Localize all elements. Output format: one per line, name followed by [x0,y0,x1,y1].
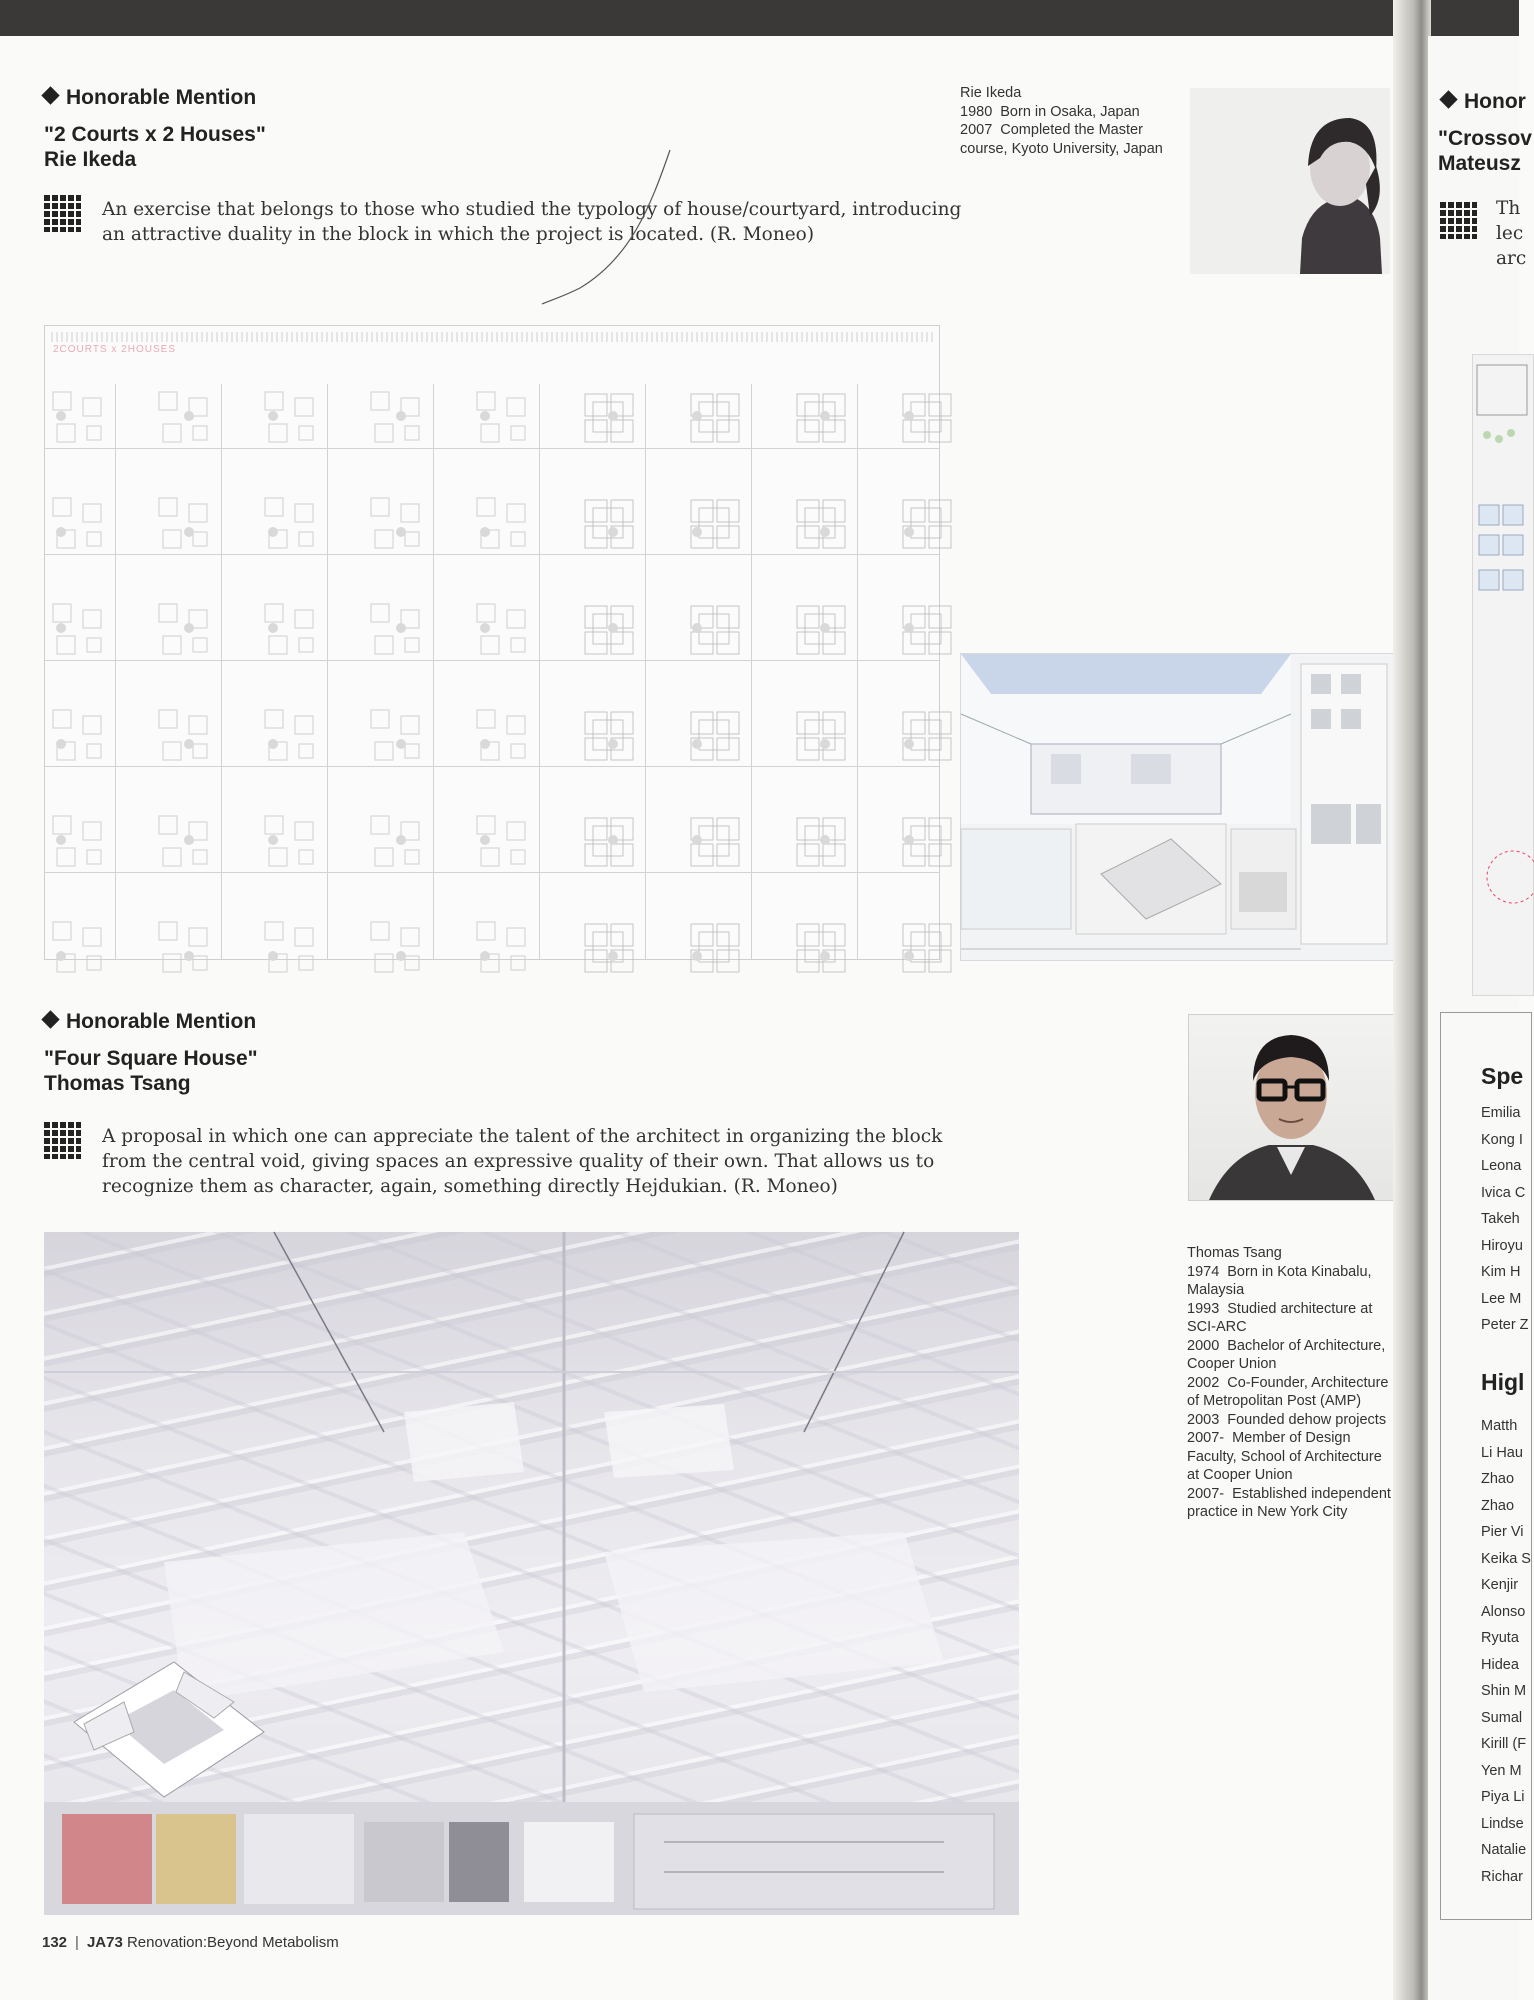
bio-rie-ikeda [960,84,1165,158]
book-gutter [1393,0,1431,2000]
list-item: Takeh [1481,1211,1520,1227]
issue-title: Renovation:Beyond Metabolism [126,1934,339,1951]
model-photo-four-square-house [44,1232,1019,1915]
bio-line: 2003 Founded dehow projects [1187,1411,1387,1428]
list-item: Ryuta [1481,1630,1519,1646]
bio-line: 1980 Born in Osaka, Japan [960,103,1140,120]
award-text: Honor [1464,90,1526,113]
list-item: Lindse [1481,1815,1524,1832]
issue-number: JA73 [86,1934,123,1951]
portrait-photo-thomas-tsang [1188,1014,1394,1201]
title-text: "Crossov [1438,127,1532,150]
list-item: Keika S [1481,1550,1531,1567]
list-item: Zhao [1481,1497,1515,1514]
author-name: Rie Ikeda [44,148,137,171]
jury-grid-icon [44,1122,81,1159]
list-item: Kong I [1481,1131,1523,1148]
bio-line: 1993 Studied architecture at SCI-ARC [1187,1300,1373,1335]
diamond-bullet-icon [41,1010,59,1028]
list-item: Shin M [1481,1683,1527,1699]
board-info-strip [44,1802,1019,1915]
bio-name: Rie Ikeda [960,85,1022,101]
award-text: Honorable Mention [66,86,257,109]
title-text: "2 Courts x 2 Houses" [44,123,266,146]
pen-stroke-mark [540,148,675,306]
award-label-1 [44,86,256,110]
list-item: Lee M [1481,1290,1522,1307]
drawing-sheet-perspective [960,653,1394,961]
list-item: Hidea [1481,1656,1519,1673]
drawing-board-right [1472,354,1534,996]
scan-top-edge [0,0,1519,36]
bio-line: 2007 Completed the Master course, Kyoto University, Japan [960,122,1163,157]
jury-grid-icon [44,195,81,232]
list-item: Richar [1481,1868,1523,1885]
special-heading: Spe [1481,1063,1524,1089]
list-item: Sumal [1481,1709,1523,1726]
list-item: Yen M [1481,1762,1522,1779]
bio-line: 2000 Bachelor of Architecture, Cooper Union [1187,1337,1386,1372]
bio-line: 1974 Born in Kota Kinabalu, Malaysia [1187,1263,1372,1298]
board-title-text: 2COURTS x 2HOUSES [53,344,176,355]
board-text-strip [51,332,933,342]
page-number: 132 [42,1934,68,1951]
list-item: Pier Vi [1481,1524,1524,1540]
list-item: Kim H [1481,1264,1521,1280]
bio-line: 2007- Member of Design Faculty, School of Architecture at Cooper Union [1187,1430,1382,1483]
author-name: Mateusz [1438,152,1521,175]
diamond-bullet-icon [1439,90,1457,108]
plan-details [45,384,939,959]
list-item: Natalie [1481,1842,1527,1858]
list-item: Kirill (F [1481,1736,1527,1752]
title-text: "Four Square House" [44,1047,258,1070]
list-item: Zhao [1481,1471,1515,1487]
page-footer: 132 | JA73 Renovation:Beyond Metabolism [42,1934,339,1951]
list-item: Hiroyu [1481,1237,1523,1254]
jury-comment-1: An exercise that belongs to those who studied the typology of house/courtyard, introducing an attractive duality in the block in which the project is located. (R. Moneo) [102,199,962,245]
drawing-board-2-courts [44,325,940,960]
list-item: Piya Li [1481,1789,1525,1805]
list-item: Kenjir [1481,1577,1519,1593]
award-text: Honorable Mention [66,1010,257,1033]
project-title-right [1438,126,1532,176]
bio-line: 2002 Co-Founder, Architecture of Metropolitan Post (AMP) [1187,1374,1389,1409]
award-label-2 [44,1010,256,1034]
list-item: Ivica C [1481,1184,1526,1201]
highlight-heading: Higl [1481,1369,1525,1395]
bio-line: 2007- Established independent practice in New York City [1187,1485,1391,1520]
jury-grid-icon [1440,202,1477,239]
diamond-bullet-icon [41,86,59,104]
highlight-list [1481,1413,1531,1890]
list-item: Alonso [1481,1603,1526,1620]
author-name: Thomas Tsang [44,1072,191,1095]
list-item: Matth [1481,1418,1518,1434]
bio-name: Thomas Tsang [1187,1245,1282,1261]
portrait-photo-rie-ikeda [1190,88,1390,274]
jury-comment-right: Th lec arc [1496,198,1527,269]
list-item: Peter Z [1481,1317,1529,1333]
list-item: Emilia [1481,1105,1521,1121]
project-title-2 [44,1046,258,1096]
list-item: Leona [1481,1158,1522,1174]
special-list [1481,1100,1529,1339]
project-title-1 [44,122,266,172]
jury-comment-2: A proposal in which one can appreciate the talent of the architect in organizing the block from the central void, giving spaces an expressive quality of their own. That allows us to recognize them as character, again, something directly Hejdukian. (R. Moneo) [102,1126,943,1197]
list-item: Li Hau [1481,1444,1523,1461]
award-label-right [1442,90,1526,114]
awards-list-box [1440,1012,1532,1920]
model-inset [64,1632,274,1807]
bio-thomas-tsang [1187,1244,1397,1522]
